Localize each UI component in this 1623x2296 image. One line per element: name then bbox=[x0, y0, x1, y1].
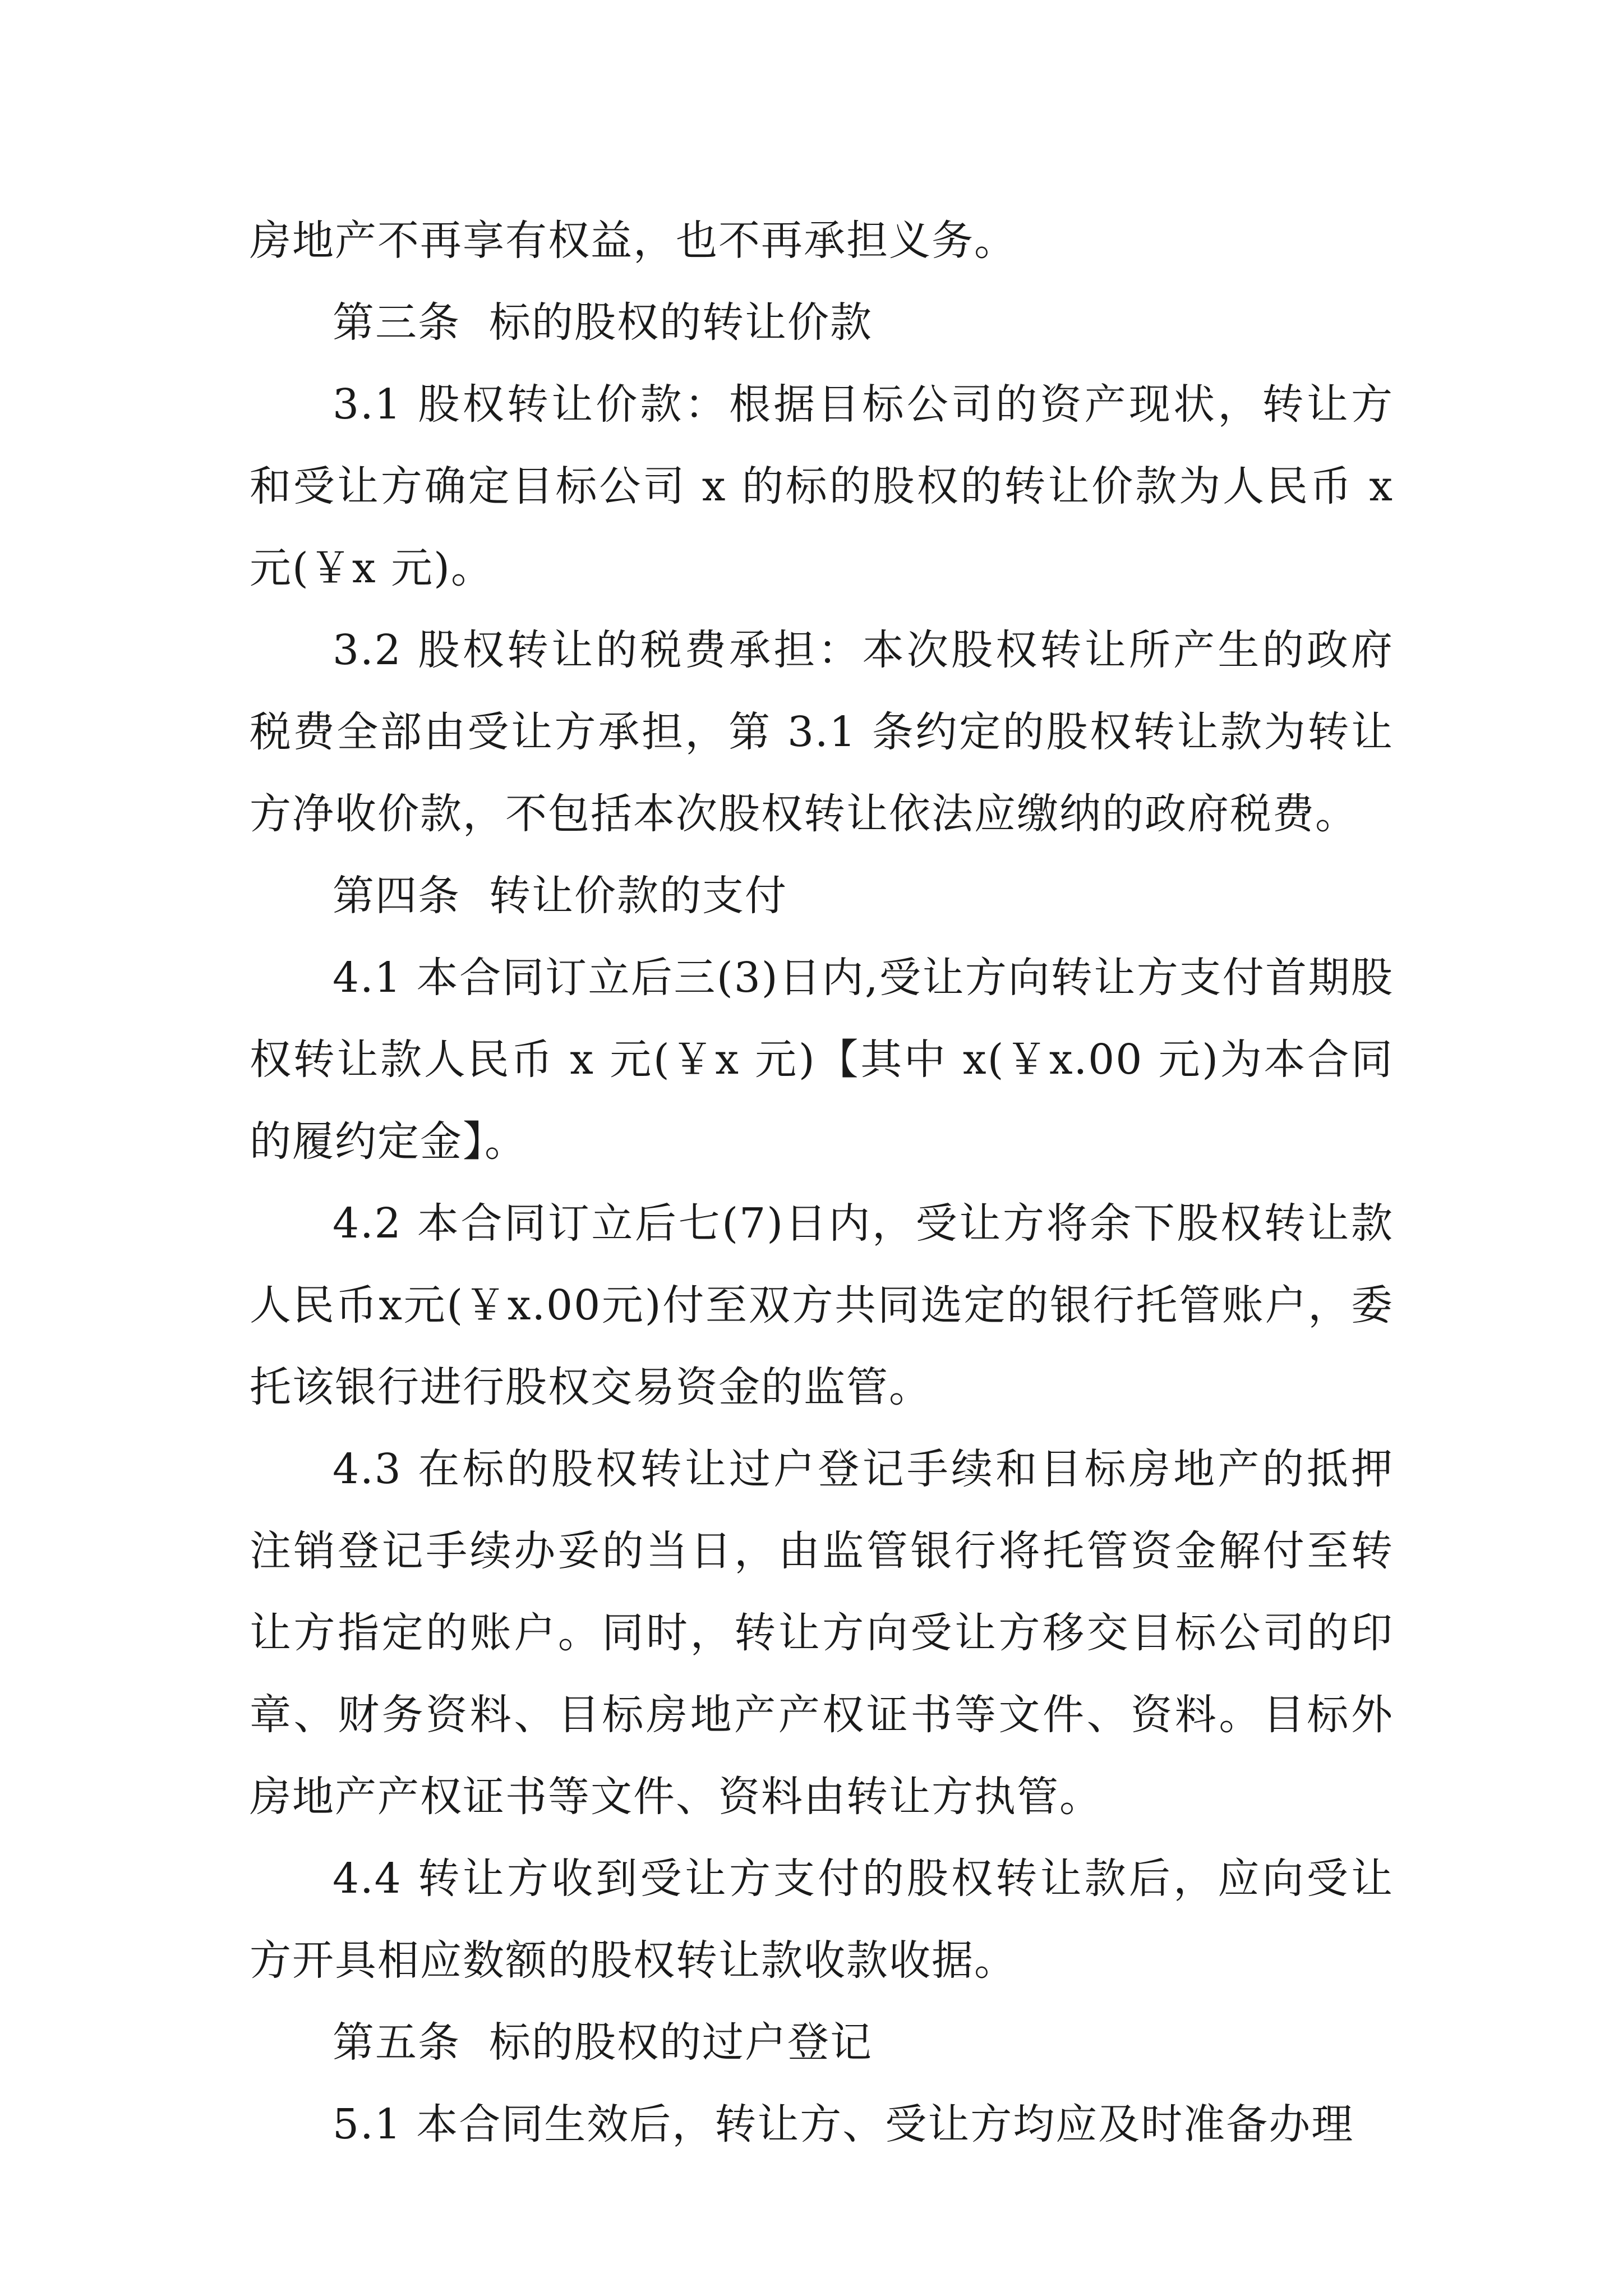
article-4-heading: 第四条 转让价款的支付 bbox=[333, 872, 788, 920]
clause-4-4: 4.4 转让方收到受让方支付的股权转让款后，应向受让方开具相应数额的股权转让款收款收据。 bbox=[250, 1855, 1394, 1985]
document-body bbox=[250, 200, 1408, 2165]
clause-5-1: 5.1 本合同生效后，转让方、受让方均应及时准备办理 bbox=[333, 2100, 1354, 2148]
paragraph-continuation: 房地产不再享有权益，也不再承担义务。 bbox=[250, 217, 1017, 265]
clause-3-1: 3.1 股权转让价款：根据目标公司的资产现状，转让方和受让方确定目标公司 x 的标的股权的转让价款为人民币 x 元(￥x 元)。 bbox=[250, 380, 1408, 592]
clause-4-2: 4.2 本合同订立后七(7)日内，受让方将余下股权转让款人民币x元(￥x.00元)付至双方共同选定的银行托管账户，委托该银行进行股权交易资金的监管。 bbox=[250, 1199, 1394, 1411]
clause-4-3: 4.3 在标的股权转让过户登记手续和目标房地产的抵押注销登记手续办妥的当日，由监管银行将托管资金解付至转让方指定的账户。同时，转让方向受让方移交目标公司的印章、财务资料、目标房地产产权证书等文件、资料。目标外房地产产权证书等文件、资料由转让方执管。 bbox=[250, 1445, 1394, 1821]
article-3-heading: 第三条 标的股权的转让价款 bbox=[333, 298, 873, 347]
clause-3-2: 3.2 股权转让的税费承担：本次股权转让所产生的政府税费全部由受让方承担，第 3.1 条约定的股权转让款为转让方净收价款，不包括本次股权转让依法应缴纳的政府税费。 bbox=[250, 626, 1394, 838]
article-5-heading: 第五条 标的股权的过户登记 bbox=[333, 2018, 873, 2067]
clause-4-1: 4.1 本合同订立后三(3)日内,受让方向转让方支付首期股权转让款人民币 x 元(￥x 元)【其中 x(￥x.00 元)为本合同的履约定金】。 bbox=[250, 954, 1394, 1166]
